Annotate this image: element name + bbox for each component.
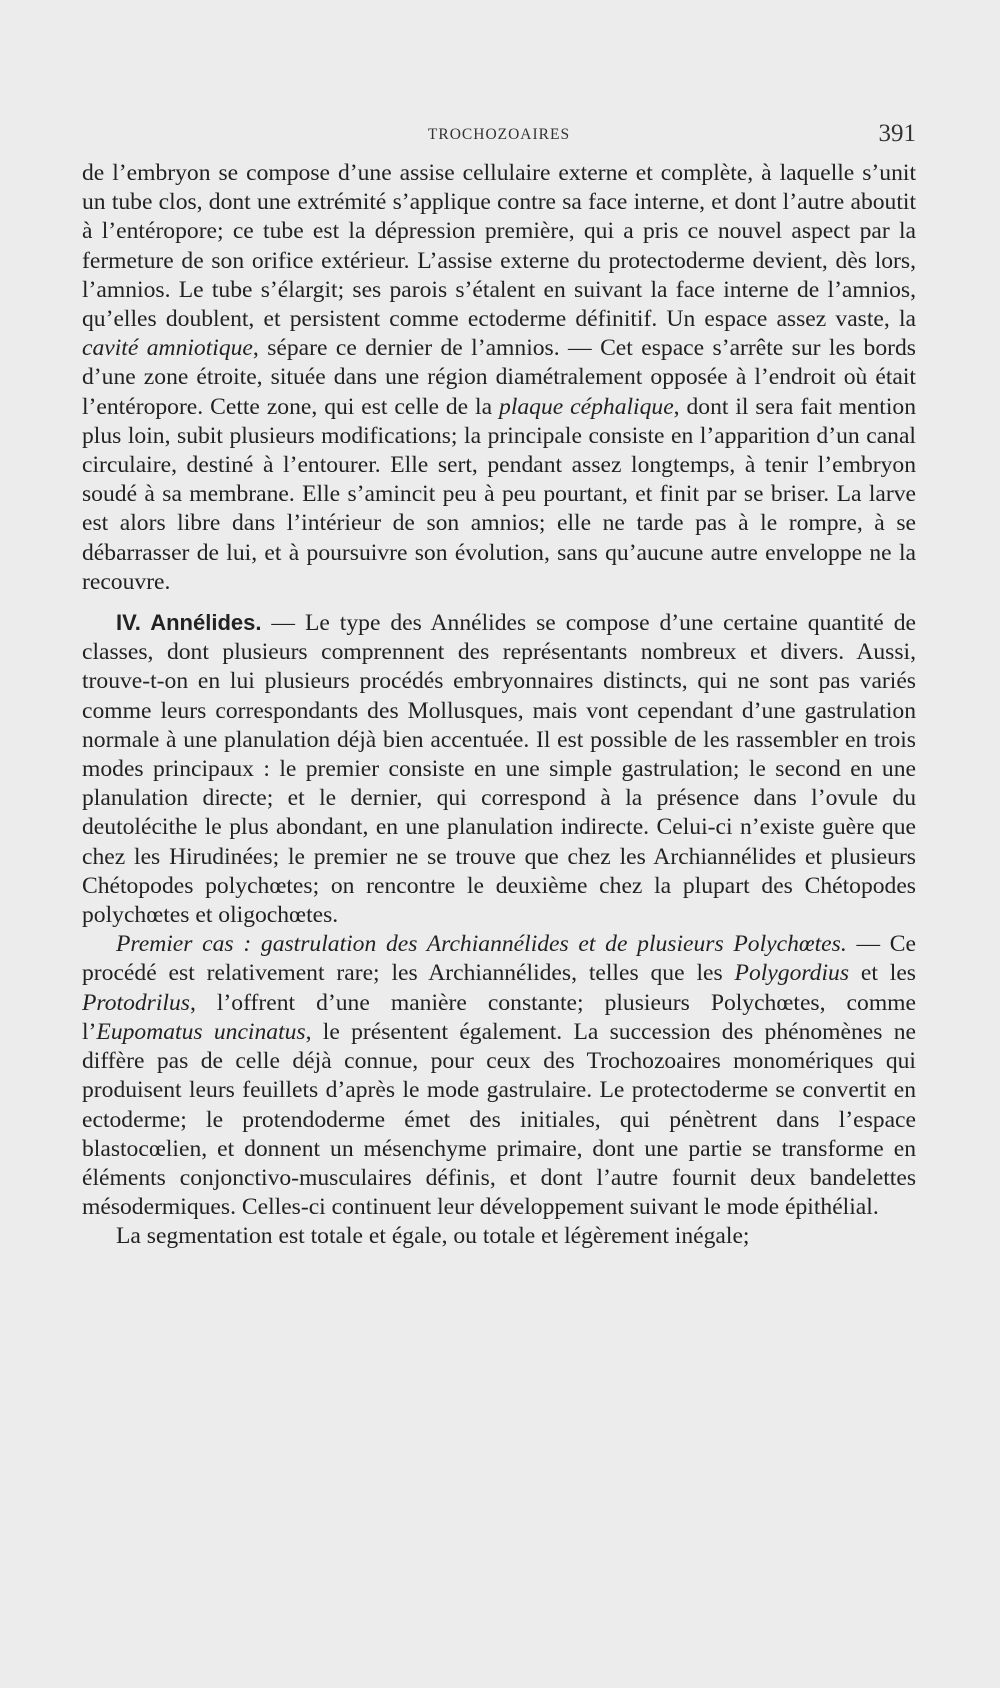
text-run: La segmentation est totale et égale, ou totale et légèrement inégale; (116, 1223, 750, 1250)
running-header (82, 120, 916, 150)
paragraph-embryon-amnios (82, 159, 916, 597)
body-text (82, 159, 916, 1252)
italic-term: Protodrilus (82, 989, 190, 1016)
italic-term: Polygordius (734, 960, 849, 987)
paragraph-segmentation (82, 1222, 916, 1251)
running-title: TROCHOZOAIRES (427, 126, 571, 143)
italic-term: Eupomatus uncinatus (96, 1018, 306, 1045)
text-run: , l’offrent d’une manière constante; plusieurs Polychœtes, comme l’ (82, 989, 916, 1045)
text-run: , dont il sera fait mention plus loin, subit plusieurs modifications; la principale consiste en l’apparition d’un canal circulaire, destiné à l’entourer. Elle sert, pendant assez longtemps, à tenir l’embryon soudé à sa membrane. Elle s’amincit peu à peu pourtant, et finit par se briser. La larve est alors libre dans l’intérieur de son amnios; elle ne tarde pas à le rompre, à se débarrasser de lui, et à poursuivre son évolution, sans qu’aucune autre enveloppe ne la recouvre. (82, 393, 917, 595)
text-run: , sépare ce dernier de l’amnios. — Cet espace s’arrête sur les bords d’une zone étroite, située dans une région diamétralement opposée à l’endroit où était l’entéropore. Cette zone, qui est celle de la (82, 335, 916, 420)
text-run: — Le type des Annélides se compose d’une certaine quantité de classes, dont plusieurs comprennent des représentants nombreux et divers. Aussi, trouve-t-on en lui plusieurs procédés embryonnaires distincts, qui ne sont pas variés comme leurs correspondants des Mollusques, mais vont cependant d’une gastrulation normale à une planulation déjà bien accentuée. Il est possible de les rassembler en trois modes principaux : le premier consiste en une simple gastrulation; le second en une planulation directe; et le dernier, qui correspond à la présence dans l’ovule du deutolécithe le plus abondant, en une planulation indirecte. Celui-ci n’existe guère que chez les Hirudinées; le premier ne se trouve que chez les Archiannélides et plusieurs Chétopodes polychœtes; on rencontre le deuxième chez la plupart des Chétopodes polychœtes et oligochœtes. (82, 610, 917, 929)
text-run: — Ce procédé est relativement rare; les Archiannélides, telles que les (82, 931, 916, 987)
page-number: 391 (878, 120, 916, 147)
section-heading: IV. Annélides. (116, 610, 262, 636)
text-run: et les (849, 960, 916, 987)
text-run: , le présentent également. La succession des phénomènes ne diffère pas de celle déjà connue, pour ceux des Trochozoaires monomériques qui produisent leurs feuillets d’après le mode gastrulaire. Le protectoderme se convertit en ectoderme; le protendoderme émet des initiales, qui pénètrent dans l’espace blastocœlien, et donnent un mésenchyme primaire, dont une partie se transforme en éléments conjonctivo-musculaires définis, et dont l’autre fournit deux bandelettes mésodermiques. Celles-ci continuent leur développement suivant le mode épithélial. (82, 1018, 916, 1221)
text-run: de l’embryon se compose d’une assise cellulaire externe et complète, à laquelle s’unit un tube clos, dont une extrémité s’applique contre sa face interne, et dont l’autre aboutit à l’entéropore; ce tube est la dépression première, qui a pris ce nouvel aspect par la fermeture de son orifice extérieur. L’assise externe du protectoderme devient, dès lors, l’amnios. Le tube s’élargit; ses parois s’étalent en suivant la face interne de l’amnios, qu’elles doublent, et persistent comme ectoderme définitif. Un espace assez vaste, la (82, 160, 916, 333)
italic-term: cavité amniotique (82, 335, 253, 362)
paragraph-annelides (82, 608, 916, 930)
paragraph-premier-cas (82, 930, 916, 1222)
italic-subheading: Premier cas : gastrulation des Archiannélides et de plusieurs Polychœtes. (116, 931, 847, 958)
italic-term: plaque céphalique (499, 393, 674, 420)
